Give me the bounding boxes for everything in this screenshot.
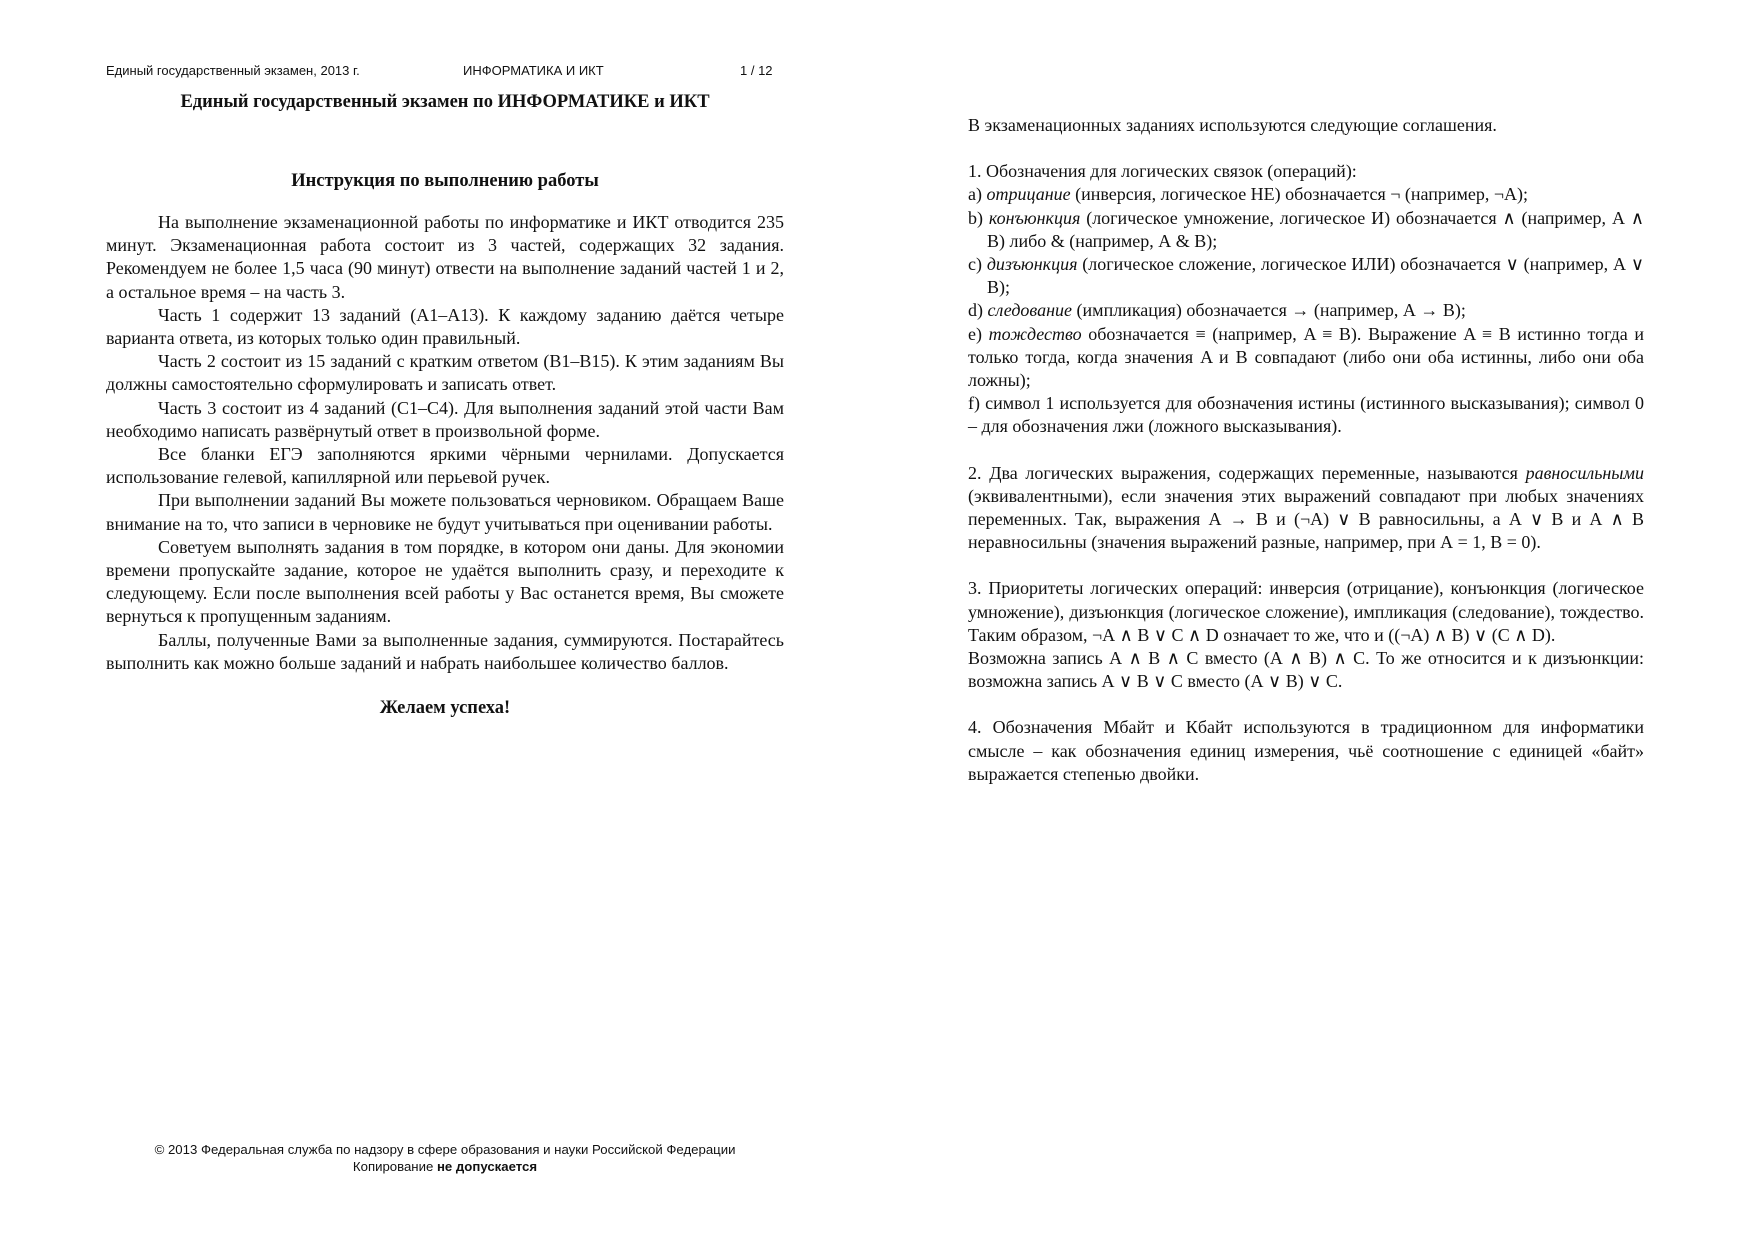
item-label: b) bbox=[968, 207, 989, 228]
instruction-body bbox=[106, 211, 784, 675]
right-page bbox=[968, 114, 1644, 786]
instruction-paragraph: При выполнении заданий Вы можете пользоваться черновиком. Обращаем Ваше внимание на то, что записи в черновике не будут учитываться при оценивании работы. bbox=[106, 490, 784, 534]
term-equivalent: равносильными bbox=[1525, 462, 1644, 483]
instruction-paragraph: Советуем выполнять задания в том порядке, в котором они даны. Для экономии времени пропускайте задание, которое не удаётся выполнить сразу, и переходите к следующему. Если после выполнения всей работы у Вас останется время, Вы сможете вернуться к пропущенным заданиям. bbox=[106, 536, 784, 627]
item-conjunction bbox=[968, 207, 1644, 253]
term-conjunction: конъюнкция bbox=[988, 207, 1081, 228]
section-2-rest: (эквивалентными), если значения этих выражений совпадают при любых значениях переменных. Так, выражения А → В и (¬А) ∨ В равносильны, а А ∨ В и А ∧ В неравносильны (значения выражений разные, например, при А = 1, В = 0). bbox=[968, 485, 1644, 553]
section-2-start: 2. Два логических выражения, содержащих переменные, называются bbox=[968, 462, 1526, 483]
item-equivalence bbox=[968, 323, 1644, 393]
item-negation bbox=[968, 183, 1644, 206]
section-4-units: 4. Обозначения Мбайт и Кбайт используются в традиционном для информатики смысле – как обозначения единиц измерения, чьё соотношение с единицей «байт» выражается степенью двойки. bbox=[968, 717, 1644, 784]
page-header bbox=[106, 60, 784, 84]
instruction-paragraph: Баллы, полученные Вами за выполненные задания, суммируются. Постарайтесь выполнить как можно больше заданий и набрать наибольшее количество баллов. bbox=[106, 629, 784, 673]
instruction-paragraph: На выполнение экзаменационной работы по информатике и ИКТ отводится 235 минут. Экзаменационная работа состоит из 3 частей, содержащих 32 задания. Рекомендуем не более 1,5 часа (90 минут) отвести на выполнение заданий частей 1 и 2, а остальное время – на часть 3. bbox=[106, 212, 784, 302]
item-true-false-symbols: f) символ 1 используется для обозначения истины (истинного высказывания); символ 0 – для обозначения лжи (ложного высказывания). bbox=[968, 393, 1644, 437]
item-label: d) bbox=[968, 300, 988, 321]
copy-notice bbox=[0, 1159, 890, 1176]
term-implication: следование bbox=[987, 300, 1073, 321]
item-label: e) bbox=[968, 323, 989, 344]
item-label: a) bbox=[968, 184, 987, 205]
instruction-title: Инструкция по выполнению работы bbox=[291, 171, 599, 191]
item-text: (импликация) обозначается → (например, А → В); bbox=[1072, 300, 1466, 321]
item-disjunction bbox=[968, 253, 1644, 299]
copyright-footer bbox=[0, 1142, 890, 1175]
section-2 bbox=[968, 462, 1644, 555]
good-luck-text: Желаем успеха! bbox=[379, 698, 511, 719]
copy-notice-prefix: Копирование bbox=[352, 1158, 437, 1174]
instruction-paragraph: Часть 2 состоит из 15 заданий с кратким ответом (В1–В15). К этим заданиям Вы должны самостоятельно сформулировать и записать ответ. bbox=[106, 351, 784, 395]
copyright-line: © 2013 Федеральная служба по надзору в сфере образования и науки Российской Федерации bbox=[154, 1142, 736, 1157]
page-number: 1 / 12 bbox=[740, 63, 773, 78]
copy-notice-bold: не допускается bbox=[436, 1158, 538, 1174]
section-3-priorities: 3. Приоритеты логических операций: инверсия (отрицание), конъюнкция (логическое умножение), дизъюнкция (логическое сложение), импликация (следование), тождество. Таким образом, ¬А ∧ В ∨ С ∧ D означает то же, что и ((¬А) ∧ В) ∨ (С ∧ D). bbox=[968, 578, 1644, 645]
instruction-paragraph: Часть 1 содержит 13 заданий (А1–А13). К каждому заданию даётся четыре варианта ответа, из которых только один правильный. bbox=[106, 304, 784, 349]
item-text: (логическое умножение, логическое И) обозначается ∧ (например, А ∧ В) либо & (например, А & В); bbox=[987, 207, 1645, 251]
conventions-intro: В экзаменационных заданиях используются следующие соглашения. bbox=[968, 115, 1497, 135]
item-implication bbox=[968, 299, 1644, 322]
left-page bbox=[106, 60, 784, 719]
header-exam-label: Единый государственный экзамен, 2013 г. bbox=[106, 63, 360, 78]
term-disjunction: дизъюнкция bbox=[986, 254, 1078, 275]
header-subject: ИНФОРМАТИКА И ИКТ bbox=[463, 63, 604, 78]
term-negation: отрицание bbox=[986, 184, 1071, 205]
document-title: Единый государственный экзамен по ИНФОРМАТИКЕ и ИКТ bbox=[180, 92, 710, 112]
item-text: обозначается ≡ (например, A ≡ B). Выражение A ≡ B истинно тогда и только тогда, когда значения A и B совпадают (либо они оба истинны, либо они оба ложны); bbox=[968, 323, 1645, 391]
instruction-paragraph: Часть 3 состоит из 4 заданий (С1–С4). Для выполнения заданий этой части Вам необходимо написать развёрнутый ответ в произвольной форме. bbox=[106, 397, 784, 441]
term-equivalence: тождество bbox=[988, 323, 1082, 344]
section-1-heading: 1. Обозначения для логических связок (операций): bbox=[968, 161, 1357, 182]
item-label: c) bbox=[968, 254, 987, 275]
section-3-notation: Возможна запись А ∧ В ∧ С вместо (А ∧ В) ∧ С. То же относится и к дизъюнкции: возможна запись А ∨ В ∨ С вместо (А ∨ В) ∨ С. bbox=[968, 648, 1644, 692]
item-text: (инверсия, логическое НЕ) обозначается ¬ (например, ¬А); bbox=[1070, 184, 1529, 205]
instruction-paragraph: Все бланки ЕГЭ заполняются яркими чёрными чернилами. Допускается использование гелевой, капиллярной или перьевой ручек. bbox=[106, 444, 784, 488]
item-text: (логическое сложение, логическое ИЛИ) обозначается ∨ (например, А ∨ В); bbox=[987, 254, 1645, 298]
